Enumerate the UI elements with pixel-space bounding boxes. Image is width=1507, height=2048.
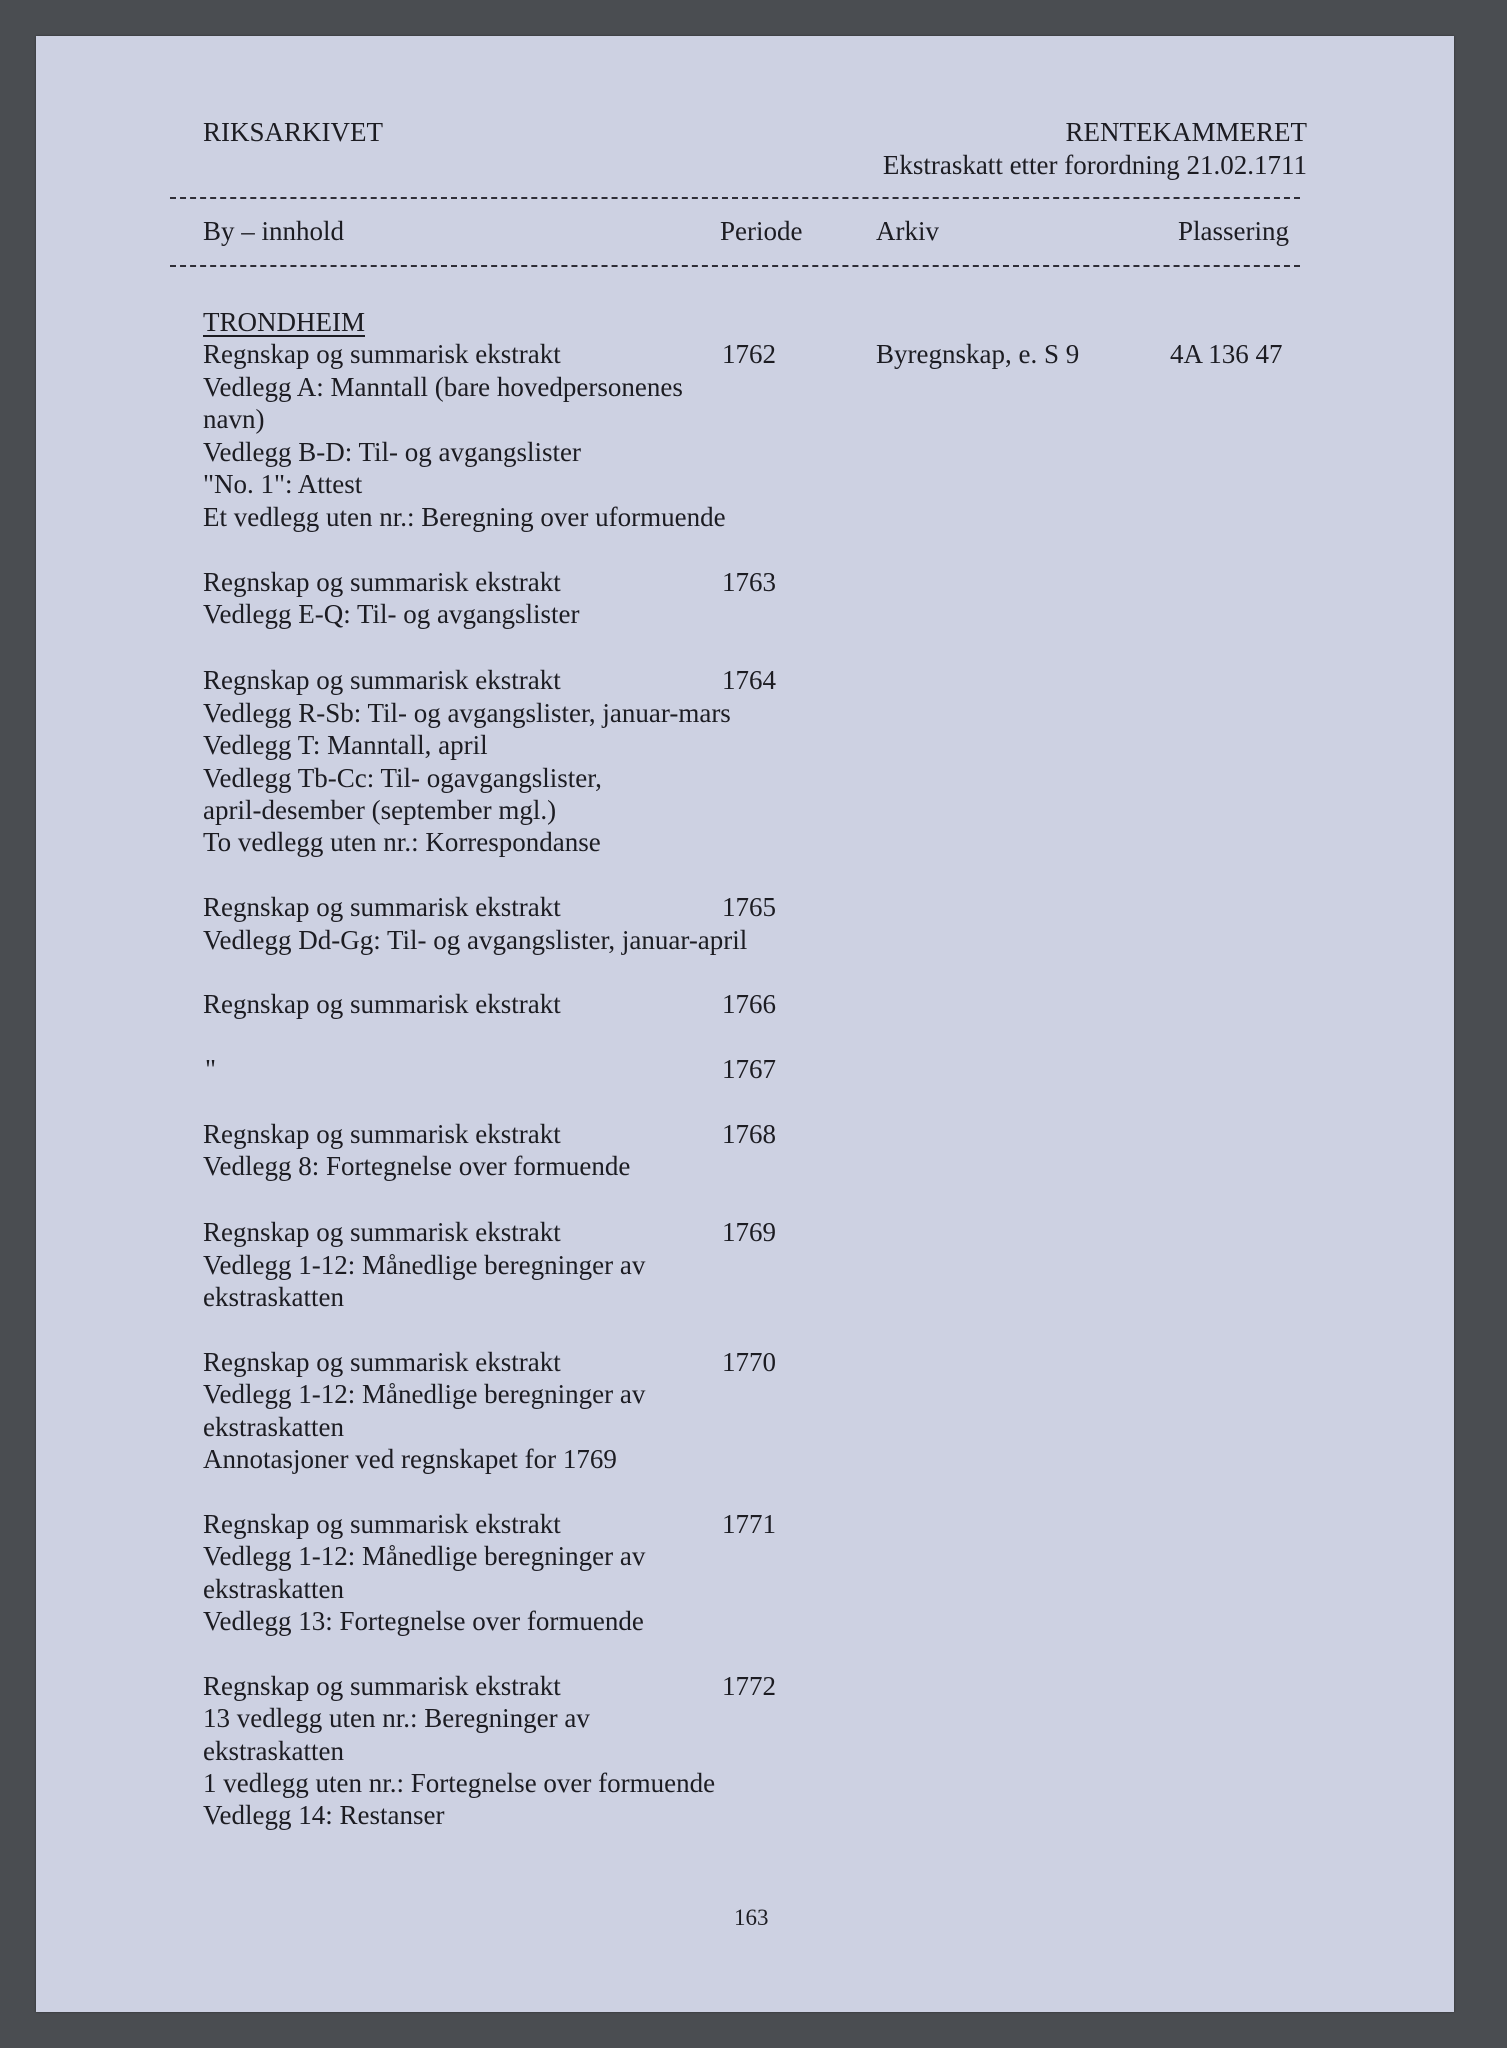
entry-line: ekstraskatten xyxy=(203,1282,344,1312)
entry-period: 1770 xyxy=(722,1347,776,1377)
header-riksarkivet: RIKSARKIVET xyxy=(203,117,383,147)
entry-line: " xyxy=(205,1054,217,1084)
entry-line: 13 vedlegg uten nr.: Beregninger av xyxy=(203,1703,590,1733)
col-placement-header: Plassering xyxy=(1178,216,1289,246)
entry-line: Vedlegg Tb-Cc: Til- ogavgangslister, xyxy=(203,763,602,793)
entry-line: Regnskap og summarisk ekstrakt xyxy=(203,892,561,922)
entry-line: Vedlegg R-Sb: Til- og avgangslister, januar-mars xyxy=(203,698,731,728)
entry-line: Regnskap og summarisk ekstrakt xyxy=(203,1509,561,1539)
entry-period: 1764 xyxy=(722,665,776,695)
entry-line: Regnskap og summarisk ekstrakt xyxy=(203,665,561,695)
entry-period: 1763 xyxy=(722,567,776,597)
entry-line: To vedlegg uten nr.: Korrespondanse xyxy=(203,827,601,857)
entry-line: Vedlegg 1-12: Månedlige beregninger av xyxy=(203,1250,646,1280)
entry-line: Regnskap og summarisk ekstrakt xyxy=(203,1119,561,1149)
entry-line: "No. 1": Attest xyxy=(203,469,363,499)
entry-placement: 4A 136 47 xyxy=(1170,339,1283,369)
entry-line: Vedlegg E-Q: Til- og avgangslister xyxy=(203,599,580,629)
entry-period: 1765 xyxy=(722,892,776,922)
entry-period: 1769 xyxy=(722,1217,776,1247)
col-content-header: By – innhold xyxy=(203,216,345,246)
entry-line: ekstraskatten xyxy=(203,1736,344,1766)
entry-line: Regnskap og summarisk ekstrakt xyxy=(203,1671,561,1701)
entry-period: 1762 xyxy=(722,339,776,369)
entry-period: 1767 xyxy=(722,1054,776,1084)
header-rentekammeret: RENTEKAMMERET xyxy=(1065,117,1307,147)
entry-line: Regnskap og summarisk ekstrakt xyxy=(203,1217,561,1247)
entry-line: Regnskap og summarisk ekstrakt xyxy=(203,567,561,597)
entry-line: navn) xyxy=(203,404,265,434)
page-number: 163 xyxy=(734,1905,769,1930)
entry-line: ekstraskatten xyxy=(203,1412,344,1442)
col-archive-header: Arkiv xyxy=(876,216,939,246)
entry-line: Regnskap og summarisk ekstrakt xyxy=(203,339,561,369)
entry-line: april-desember (september mgl.) xyxy=(203,795,557,825)
entry-line: Vedlegg B-D: Til- og avgangslister xyxy=(203,437,581,467)
entry-line: Regnskap og summarisk ekstrakt xyxy=(203,989,561,1019)
entry-line: Et vedlegg uten nr.: Beregning over uformuende xyxy=(203,502,726,532)
entry-line: Vedlegg 1-12: Månedlige beregninger av xyxy=(203,1379,646,1409)
entry-line: Vedlegg 1-12: Månedlige beregninger av xyxy=(203,1541,646,1571)
city-title: TRONDHEIM xyxy=(203,307,365,337)
entry-archive: Byregnskap, e. S 9 xyxy=(876,339,1080,369)
top-separator xyxy=(170,197,1300,199)
entry-line: Vedlegg A: Manntall (bare hovedpersonenes xyxy=(203,372,683,402)
entry-line: Vedlegg 13: Fortegnelse over formuende xyxy=(203,1606,644,1636)
entry-period: 1768 xyxy=(722,1119,776,1149)
entry-line: Vedlegg 14: Restanser xyxy=(203,1800,445,1830)
entry-line: Vedlegg 8: Fortegnelse over formuende xyxy=(203,1151,631,1181)
entry-line: Annotasjoner ved regnskapet for 1769 xyxy=(203,1444,617,1474)
header-subtitle: Ekstraskatt etter forordning 21.02.1711 xyxy=(882,150,1307,180)
bottom-separator xyxy=(170,265,1300,267)
entry-period: 1772 xyxy=(722,1671,776,1701)
entry-line: Vedlegg Dd-Gg: Til- og avgangslister, januar-april xyxy=(203,925,748,955)
col-period-header: Periode xyxy=(720,216,803,246)
entry-line: ekstraskatten xyxy=(203,1574,344,1604)
entry-period: 1771 xyxy=(722,1509,776,1539)
entry-line: 1 vedlegg uten nr.: Fortegnelse over formuende xyxy=(203,1768,716,1798)
entry-line: Vedlegg T: Manntall, april xyxy=(203,730,488,760)
entry-line: Regnskap og summarisk ekstrakt xyxy=(203,1347,561,1377)
entry-period: 1766 xyxy=(722,989,776,1019)
